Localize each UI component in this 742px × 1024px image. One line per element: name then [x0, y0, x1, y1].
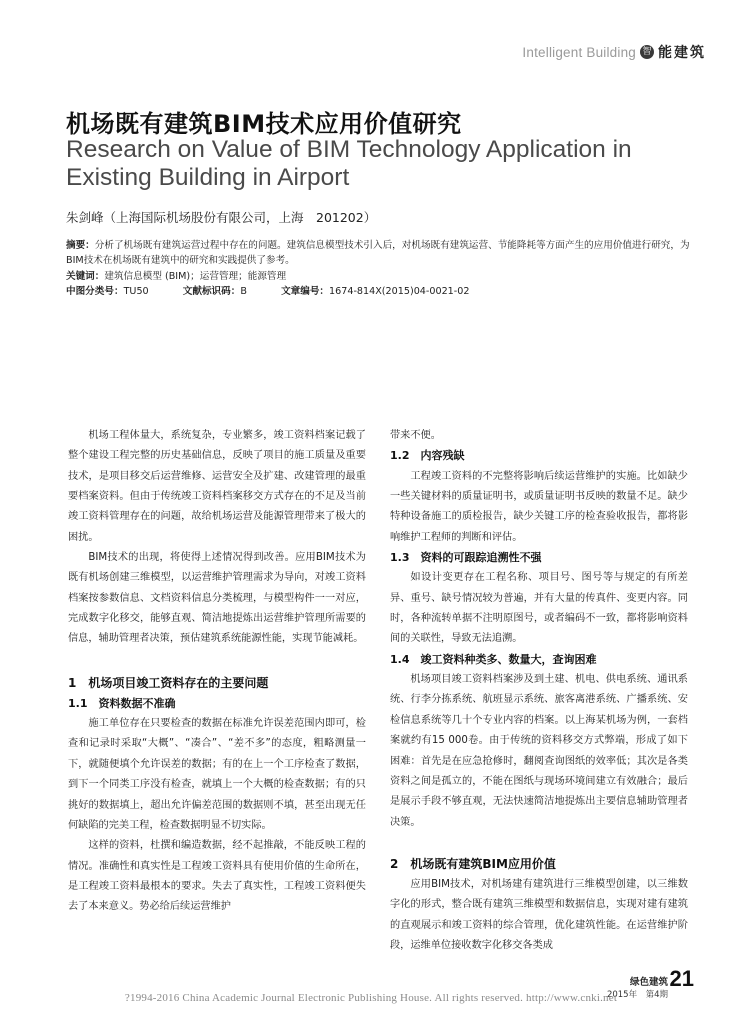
section-1-1-continuation: 带来不便。 [390, 430, 441, 441]
title-chinese: 机场既有建筑BIM技术应用价值研究 [66, 110, 462, 138]
section-1-4-heading: 1.4 竣工资料种类多、数量大，查询困难 [390, 652, 597, 666]
doc-code-value: B [240, 286, 247, 297]
header-chinese: 能建筑 [658, 45, 706, 61]
running-header [522, 40, 706, 64]
intro-paragraph-2: BIM技术的出现，将使得上述情况得到改善。应用BIM技术为既有机场创建三维模型，以运营维护管理需求为导向，对竣工资料档案按参数信息、文档资料信息分类梳理，与模型构件一一对应，完成数字化移交，能够直观、简洁地提炼出运营维护管理所需要的信息，辅助管理者决策，预估建筑系统能源性能，实现节能减耗。 [68, 552, 366, 645]
abstract-text: 分析了机场既有建筑运营过程中存在的问题。建筑信息模型技术引入后，对机场既有建筑运营、节能降耗等方面产生的应用价值进行研究，为BIM技术在机场既有建筑中的研究和实践提供了参考。 [66, 240, 690, 266]
header-english: Intelligent Building [522, 44, 636, 60]
article-no-label: 文章编号： [281, 286, 330, 297]
header-logo-icon: 智 [640, 45, 654, 59]
page-number: 21 [669, 966, 694, 991]
intro-paragraph-1: 机场工程体量大，系统复杂，专业繁多，竣工资料档案记载了整个建设工程完整的历史基础信息，反映了项目的施工质量及重要技术，是项目移交后运营维修、运营安全及扩建、改建管理的最重要档案资料。但由于传统竣工资料档案移交方式存在的不足及当前竣工资料管理存在的问题，故给机场运营及能源管理带来了极大的困扰。 [68, 430, 366, 543]
section-2-heading: 2 机场既有建筑BIM应用价值 [390, 856, 556, 871]
section-1-3-paragraph: 如设计变更存在工程名称、项目号、图号等与规定的有所差异、重号、缺号情况较为普遍，并有大量的传真件、变更内容。同时，各种流转单据不注明原图号，或者编码不一致，都将影响资料间的关联性，导致无法追溯。 [390, 572, 688, 645]
keywords-text: 建筑信息模型 (BIM)；运营管理；能源管理 [104, 271, 287, 282]
journal-issue: 2015年 第4期 [606, 990, 668, 1000]
body-column-right [390, 426, 688, 956]
abstract-label: 摘要： [66, 240, 95, 251]
section-1-2-heading: 1.2 内容残缺 [390, 449, 465, 463]
section-2-paragraph: 应用BIM技术，对机场建有建筑进行三维模型创建，以三维数字化的形式，整合既有建筑三维模型和数据信息，实现对建有建筑的直观展示和竣工资料的综合管理，优化建筑性能。在运营维护阶段，运维单位接收数字化移交各类成 [390, 878, 688, 951]
abstract [66, 239, 692, 268]
article-no-value: 1674-814X(2015)04-0021-02 [329, 286, 470, 297]
section-1-2-paragraph: 工程竣工资料的不完整将影响后续运营维护的实施。比如缺少一些关键材料的质量证明书，或质量证明书反映的数量不足。缺少特种设备施工的质检报告，缺少关键工序的检查验收报告，都将影响维护工程师的判断和评估。 [390, 470, 688, 543]
clc-value: TU50 [123, 286, 149, 297]
clc-label: 中图分类号： [66, 286, 124, 297]
doc-code-label: 文献标识码： [182, 286, 241, 297]
section-1-4-paragraph: 机场项目竣工资料档案涉及到土建、机电、供电系统、通讯系统、行李分拣系统、航班显示系统、旅客离港系统、广播系统、安检信息系统等几十个专业内容的档案。以上海某机场为例，一套档案就约有15 000卷。由于传统的资料移交方式弊端，形成了如下困难：首先是在应急抢修时，翻阅查询图纸的效率低；其次是各类资料之间是孤立的，不能在图纸与现场环境间建立有效融合；最后是展示手段不够直观，无法快速简洁地提炼出主要信息辅助管理者决策。 [390, 674, 688, 828]
title-english: Research on Value of BIM Technology Application in Existing Building in Airport [66, 136, 632, 191]
author-line: 朱剑峰（上海国际机场股份有限公司，上海 201202） [66, 210, 377, 225]
copyright-line: ?1994-2016 China Academic Journal Electronic Publishing House. All rights reserved. http://www.cnki.net [124, 992, 618, 1004]
keywords [66, 270, 692, 285]
journal-name: 绿色建筑 [629, 977, 668, 988]
section-1-1-heading: 1.1 资料数据不准确 [68, 696, 176, 710]
section-1-1-paragraph-2: 这样的资料，杜撰和编造数据，经不起推敲，不能反映工程的情况。准确性和真实性是工程竣工资料具有使用价值的生命所在，是工程竣工资料最根本的要求。失去了真实性，工程竣工资料便失去了本来意义。势必给后续运营维护 [68, 840, 366, 913]
section-1-3-heading: 1.3 资料的可跟踪追溯性不强 [390, 551, 542, 565]
section-1-1-paragraph-1: 施工单位存在只要检查的数据在标准允许误差范围内即可，检查和记录时采取“大概”、“凑合”、“差不多”的态度，粗略测量一下，就随便填个允许误差的数据；有的在上一个工序检查了数据，到下一个同类工序没有检查，就填上一个大概的检查数据；有的只挑好的数据填上，超出允许偏差范围的数据则不填，甚至出现无任何缺陷的完美工程，检查数据明显不切实际。 [68, 718, 366, 831]
classification-line [66, 285, 692, 300]
body-column-left [68, 426, 366, 918]
section-1-heading: 1 机场项目竣工资料存在的主要问题 [68, 675, 269, 690]
keywords-label: 关键词： [66, 271, 105, 282]
